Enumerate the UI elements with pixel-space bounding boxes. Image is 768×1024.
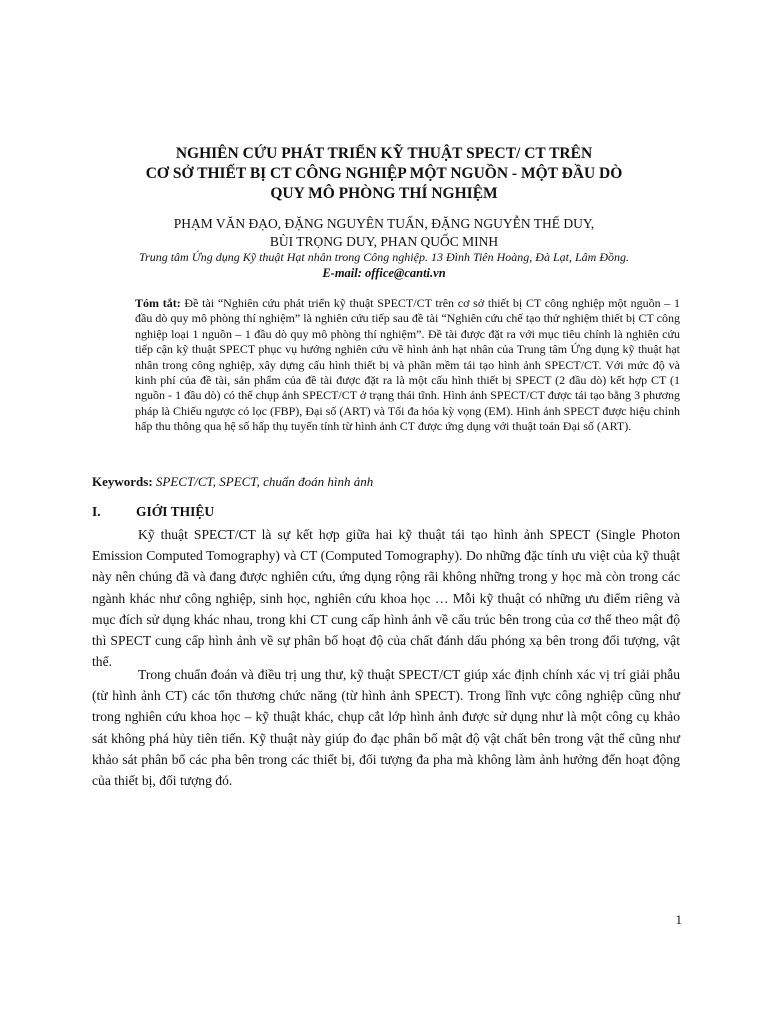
title-line-3: QUY MÔ PHÒNG THÍ NGHIỆM: [270, 185, 498, 202]
section-number: I.: [92, 504, 101, 519]
contact-email: E-mail: office@canti.vn: [322, 266, 446, 280]
section-heading: [92, 503, 692, 520]
abstract-label: Tóm tắt:: [135, 296, 181, 310]
page-number: 1: [675, 912, 682, 927]
authors-line-2: BÙI TRỌNG DUY, PHAN QUỐC MINH: [269, 234, 499, 249]
section-title: GIỚI THIỆU: [136, 504, 215, 519]
authors-line-1: PHẠM VĂN ĐẠO, ĐẶNG NGUYÊN TUẤN, ĐẶNG NGUYỄN THẾ DUY,: [173, 216, 595, 231]
title-line-2: CƠ SỞ THIẾT BỊ CT CÔNG NGHIỆP MỘT NGUỒN - MỘT ĐẦU DÒ: [145, 165, 623, 182]
title-line-1: NGHIÊN CỨU PHÁT TRIỂN KỸ THUẬT SPECT/ CT TRÊN: [175, 145, 593, 162]
author-list: [60, 215, 708, 251]
paper-title: [60, 144, 708, 204]
keywords: [92, 474, 692, 490]
keywords-value: SPECT/CT, SPECT, chuẩn đoán hình ảnh: [155, 474, 374, 489]
body-paragraph-2: Trong chuẩn đoán và điều trị ung thư, kỹ thuật SPECT/CT giúp xác định chính xác vị trí giải phẫu (từ hình ảnh CT) các tổn thương chức năng (từ hình ảnh SPECT). Trong lĩnh vực công nghiệp cũng như trong nghiên cứu khoa học – kỹ thuật khác, chụp cắt lớp hình ảnh được sử dụng như là một công cụ khảo sát không phá hủy tiên tiến. Kỹ thuật này giúp đo đạc phân bố mật độ vật chất bên trong vật thể cũng như khảo sát phân bố các pha bên trong các thiết bị, đối tượng đa pha mà không làm ảnh hưởng đến hoạt động của thiết bị, đối tượng đó.: [92, 667, 680, 789]
abstract-text: Đề tài “Nghiên cứu phát triển kỹ thuật SPECT/CT trên cơ sở thiết bị CT công nghiệp một nguồn – 1 đầu dò quy mô phòng thí nghiệm” là nghiên cứu tiếp sau đề tài “Nghiên cứu chế tạo thử nghiệm thiết bị CT công nghiệp loại 1 nguồn – 1 đầu dò quy mô phòng thí nghiệm”. Đề tài được đặt ra với mục tiêu chính là nghiên cứu tiếp cận kỹ thuật SPECT phục vụ hướng nghiên cứu về hình ảnh hạt nhân của Trung tâm Ứng dụng kỹ thuật hạt nhân trong công nghiệp, xây dựng cấu hình thiết bị và phần mềm tái tạo hình ảnh SPECT/CT. Với mức độ và kinh phí của đề tài, sản phẩm của đề tài được đặt ra là một cấu hình thiết bị SPECT (2 đầu dò) kết hợp CT (1 nguồn - 1 đầu dò) có thể chụp ảnh SPECT/CT ở trạng thái tĩnh. Hình ảnh SPECT/CT được tái tạo bằng 3 phương pháp là Chiếu ngược có lọc (FBP), Đại số (ART) và Tối đa hóa kỳ vọng (EM). Hình ảnh SPECT được hiệu chỉnh hấp thu thông qua hệ số hấp thụ tuyến tính từ hình ảnh CT được ứng dụng với thuật toán Đại số (ART).: [135, 296, 680, 434]
keywords-label: Keywords:: [92, 474, 153, 489]
abstract: [135, 296, 680, 435]
affiliation: Trung tâm Ứng dụng Kỹ thuật Hạt nhân trong Công nghiệp. 13 Đình Tiên Hoàng, Đà Lạt, Lâm Đồng.: [139, 250, 629, 264]
body-paragraph-1: Kỹ thuật SPECT/CT là sự kết hợp giữa hai kỹ thuật tái tạo hình ảnh SPECT (Single Photon Emission Computed Tomography) và CT (Computed Tomography). Do những đặc tính ưu việt của kỹ thuật này nên chúng đã và đang được nghiên cứu, ứng dụng rộng rãi không những trong y học mà còn trong các ngành khác như công nghiệp, sinh học, nghiên cứu khoa học … Mỗi kỹ thuật có những ưu điểm riêng và mục đích sử dụng khác nhau, trong khi CT cung cấp hình ảnh về cấu trúc bên trong của cơ thể theo mật độ thì SPECT cung cấp hình ảnh về sự phân bố hoạt độ của chất đánh dấu phóng xạ bên trong đối tượng, vật thể.: [92, 527, 680, 670]
